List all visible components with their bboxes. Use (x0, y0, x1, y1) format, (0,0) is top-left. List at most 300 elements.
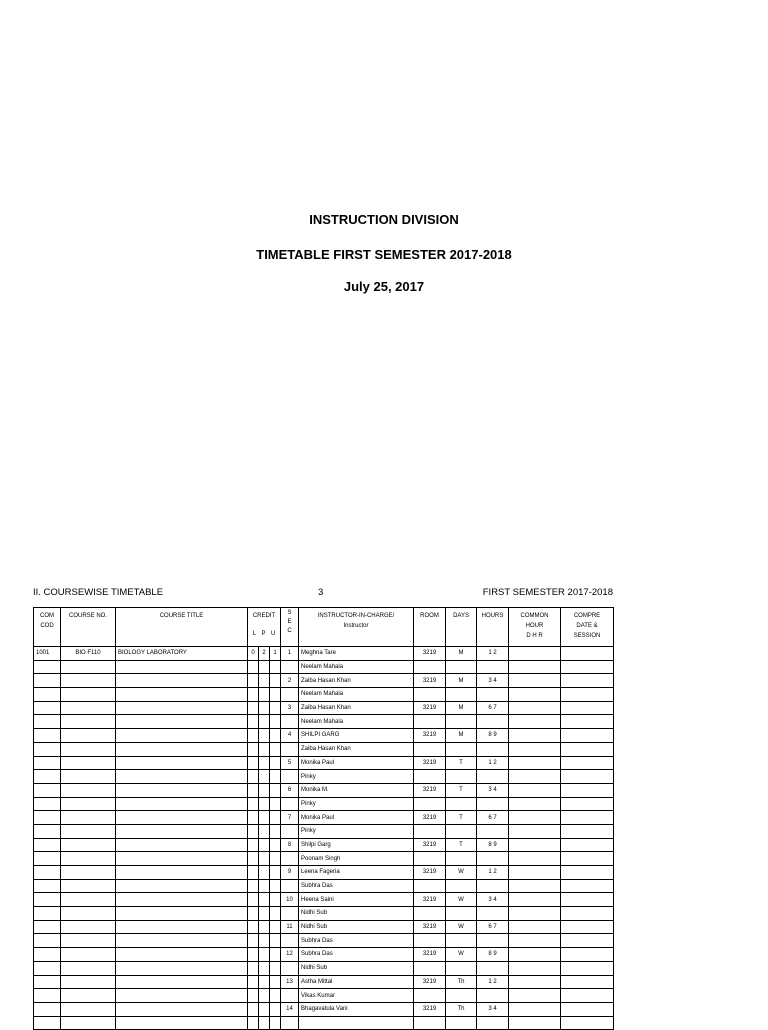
cell-course-title (116, 879, 248, 893)
cell-credit-p (259, 852, 270, 866)
cell-credit-u: 1 (270, 647, 281, 661)
cell-credit-u (270, 975, 281, 989)
col-instructor: INSTRUCTOR-IN-CHARGE/ Instructor (299, 608, 414, 647)
cell-days: M (446, 647, 477, 661)
cell-compre (561, 811, 614, 825)
cell-credit-u (270, 701, 281, 715)
cell-common-hour (509, 742, 561, 756)
cell-common-hour (509, 660, 561, 674)
cell-room: 3219 (414, 893, 446, 907)
cell-credit-u (270, 770, 281, 784)
cell-credit-u (270, 715, 281, 729)
cell-room (414, 660, 446, 674)
cell-credit-u (270, 729, 281, 743)
cell-days (446, 742, 477, 756)
cell-section (281, 715, 299, 729)
cell-compre (561, 824, 614, 838)
cell-credit-p (259, 824, 270, 838)
cell-room: 3219 (414, 920, 446, 934)
cell-credit-p (259, 674, 270, 688)
cell-hours: 1 2 (477, 647, 509, 661)
cell-section (281, 742, 299, 756)
cell-compre (561, 756, 614, 770)
cell-compre (561, 934, 614, 948)
cell-course-no (61, 824, 116, 838)
cell-hours (477, 770, 509, 784)
cell-course-no (61, 674, 116, 688)
cell-course-no (61, 811, 116, 825)
cell-room (414, 879, 446, 893)
cell-days: T (446, 756, 477, 770)
cell-common-hour (509, 688, 561, 702)
cell-room: 3219 (414, 647, 446, 661)
cell-room: 3219 (414, 1002, 446, 1016)
cell-course-title (116, 660, 248, 674)
cell-section (281, 688, 299, 702)
cell-common-hour (509, 961, 561, 975)
cell-room: 3219 (414, 756, 446, 770)
cell-instructor: Astha Mittal (299, 975, 414, 989)
cell-room (414, 770, 446, 784)
timetable (33, 607, 614, 1030)
cell-compre (561, 674, 614, 688)
cell-hours (477, 989, 509, 1003)
cell-hours: 6 7 (477, 920, 509, 934)
cell-course-no (61, 770, 116, 784)
table-row (34, 838, 614, 852)
cell-course-title (116, 838, 248, 852)
col-sec: S E C (281, 608, 299, 647)
cell-hours: 6 7 (477, 701, 509, 715)
table-row (34, 920, 614, 934)
cell-credit-l (248, 674, 259, 688)
cell-credit-l (248, 688, 259, 702)
cell-compre (561, 1016, 614, 1030)
cell-credit-p (259, 811, 270, 825)
cell-credit-l (248, 838, 259, 852)
cell-room: 3219 (414, 674, 446, 688)
cell-credit-l (248, 742, 259, 756)
doc-subtitle: TIMETABLE FIRST SEMESTER 2017-2018 (256, 247, 512, 262)
cell-instructor: Zaiba Hasan Khan (299, 701, 414, 715)
cell-credit-l (248, 975, 259, 989)
semester-label: FIRST SEMESTER 2017-2018 (482, 587, 613, 598)
cell-compre (561, 770, 614, 784)
cell-hours: 1 2 (477, 756, 509, 770)
cell-section: 14 (281, 1002, 299, 1016)
cell-hours: 1 2 (477, 866, 509, 880)
cell-section: 13 (281, 975, 299, 989)
cell-credit-u (270, 852, 281, 866)
cell-instructor: Shilpi Garg (299, 838, 414, 852)
cell-section (281, 660, 299, 674)
cell-course-no (61, 879, 116, 893)
cell-common-hour (509, 701, 561, 715)
cell-compre (561, 975, 614, 989)
cell-course-title (116, 907, 248, 921)
cell-course-title (116, 811, 248, 825)
cell-days: T (446, 783, 477, 797)
doc-date: July 25, 2017 (343, 279, 425, 294)
cell-com-cod (34, 770, 61, 784)
table-row (34, 975, 614, 989)
cell-credit-l (248, 756, 259, 770)
cell-days (446, 934, 477, 948)
cell-compre (561, 688, 614, 702)
cell-com-cod (34, 920, 61, 934)
cell-room (414, 852, 446, 866)
cell-room: 3219 (414, 701, 446, 715)
cell-compre (561, 742, 614, 756)
table-header-row (34, 608, 614, 647)
cell-com-cod (34, 1002, 61, 1016)
cell-credit-p (259, 866, 270, 880)
cell-credit-p (259, 770, 270, 784)
table-row (34, 948, 614, 962)
table-row (34, 1016, 614, 1030)
cell-days: M (446, 674, 477, 688)
cell-credit-u (270, 674, 281, 688)
cell-credit-l (248, 879, 259, 893)
cell-common-hour (509, 852, 561, 866)
cell-hours: 3 4 (477, 674, 509, 688)
cell-credit-u (270, 783, 281, 797)
table-row (34, 797, 614, 811)
cell-room: 3219 (414, 975, 446, 989)
cell-section: 10 (281, 893, 299, 907)
cell-hours (477, 852, 509, 866)
table-row (34, 647, 614, 661)
cell-instructor: Nidhi Sub (299, 961, 414, 975)
cell-instructor: Subhra Das (299, 879, 414, 893)
col-credit: CREDIT L P U (248, 608, 281, 647)
table-row (34, 824, 614, 838)
cell-compre (561, 838, 614, 852)
table-row (34, 742, 614, 756)
cell-com-cod (34, 866, 61, 880)
cell-course-no (61, 866, 116, 880)
cell-course-title (116, 797, 248, 811)
cell-days (446, 797, 477, 811)
doc-title: INSTRUCTION DIVISION (309, 212, 459, 227)
cell-room: 3219 (414, 948, 446, 962)
cell-com-cod (34, 893, 61, 907)
cell-room (414, 715, 446, 729)
cell-course-title (116, 961, 248, 975)
cell-credit-l (248, 783, 259, 797)
cell-credit-l (248, 797, 259, 811)
cell-days: T (446, 811, 477, 825)
cell-instructor: Pinky (299, 824, 414, 838)
cell-credit-l (248, 920, 259, 934)
cell-credit-l (248, 961, 259, 975)
table-row (34, 866, 614, 880)
cell-days (446, 688, 477, 702)
cell-com-cod (34, 948, 61, 962)
cell-instructor: Neelam Mahala (299, 715, 414, 729)
cell-hours: 8 9 (477, 838, 509, 852)
cell-credit-l (248, 1002, 259, 1016)
cell-days (446, 879, 477, 893)
cell-section: 9 (281, 866, 299, 880)
cell-instructor: Nidhi Sub (299, 907, 414, 921)
cell-credit-p (259, 688, 270, 702)
cell-credit-u (270, 824, 281, 838)
cell-common-hour (509, 866, 561, 880)
cell-com-cod (34, 660, 61, 674)
cell-common-hour (509, 838, 561, 852)
cell-credit-p (259, 742, 270, 756)
cell-common-hour (509, 879, 561, 893)
cell-instructor: Leena Fageria (299, 866, 414, 880)
cell-credit-p (259, 838, 270, 852)
cell-compre (561, 715, 614, 729)
cell-room (414, 989, 446, 1003)
cell-days (446, 715, 477, 729)
table-row (34, 701, 614, 715)
cell-days: M (446, 729, 477, 743)
cell-common-hour (509, 647, 561, 661)
cell-hours: 3 4 (477, 893, 509, 907)
cell-section (281, 907, 299, 921)
cell-com-cod: 1001 (34, 647, 61, 661)
cell-days (446, 660, 477, 674)
cell-course-title (116, 852, 248, 866)
cell-room (414, 824, 446, 838)
cell-room (414, 742, 446, 756)
cell-hours (477, 688, 509, 702)
cell-common-hour (509, 797, 561, 811)
cell-com-cod (34, 907, 61, 921)
cell-credit-l (248, 893, 259, 907)
cell-course-title (116, 1002, 248, 1016)
cell-course-no (61, 961, 116, 975)
cell-course-no (61, 920, 116, 934)
cell-credit-u (270, 907, 281, 921)
cell-course-no (61, 688, 116, 702)
cell-hours (477, 907, 509, 921)
cell-course-title (116, 934, 248, 948)
table-row (34, 688, 614, 702)
cell-common-hour (509, 770, 561, 784)
table-row (34, 660, 614, 674)
table-row (34, 770, 614, 784)
cell-days (446, 1016, 477, 1030)
cell-instructor: Subhra Das (299, 948, 414, 962)
cell-hours: 8 9 (477, 729, 509, 743)
cell-com-cod (34, 879, 61, 893)
cell-days: W (446, 893, 477, 907)
cell-days: Th (446, 1002, 477, 1016)
cell-credit-u (270, 948, 281, 962)
cell-course-title (116, 1016, 248, 1030)
cell-section: 4 (281, 729, 299, 743)
cell-instructor: Neelam Mahala (299, 660, 414, 674)
cell-section: 6 (281, 783, 299, 797)
cell-com-cod (34, 975, 61, 989)
cell-course-no (61, 934, 116, 948)
cell-hours (477, 742, 509, 756)
cell-course-no (61, 729, 116, 743)
cell-credit-p (259, 783, 270, 797)
cell-course-title (116, 948, 248, 962)
cell-course-title (116, 920, 248, 934)
cell-days (446, 824, 477, 838)
cell-course-title (116, 742, 248, 756)
cell-compre (561, 701, 614, 715)
cell-credit-l (248, 934, 259, 948)
cell-days: W (446, 948, 477, 962)
cell-credit-p (259, 797, 270, 811)
cell-days (446, 852, 477, 866)
cell-credit-u (270, 893, 281, 907)
cell-credit-u (270, 934, 281, 948)
col-common-hour: COMMON HOUR D H R (509, 608, 561, 647)
table-row (34, 961, 614, 975)
cell-credit-p (259, 701, 270, 715)
cell-com-cod (34, 729, 61, 743)
cell-days (446, 961, 477, 975)
cell-com-cod (34, 838, 61, 852)
cell-credit-l: 0 (248, 647, 259, 661)
cell-hours (477, 824, 509, 838)
cell-com-cod (34, 756, 61, 770)
cell-hours (477, 660, 509, 674)
cell-instructor: Neelam Mahala (299, 688, 414, 702)
cell-course-no (61, 989, 116, 1003)
cell-credit-p (259, 1002, 270, 1016)
table-row (34, 907, 614, 921)
cell-room: 3219 (414, 866, 446, 880)
cell-credit-u (270, 811, 281, 825)
cell-credit-l (248, 660, 259, 674)
cell-section: 5 (281, 756, 299, 770)
cell-credit-u (270, 989, 281, 1003)
cell-instructor (299, 1016, 414, 1030)
cell-compre (561, 729, 614, 743)
table-row (34, 811, 614, 825)
page-number: 3 (318, 587, 324, 598)
cell-room (414, 961, 446, 975)
cell-com-cod (34, 783, 61, 797)
cell-common-hour (509, 1002, 561, 1016)
cell-section: 2 (281, 674, 299, 688)
cell-credit-u (270, 961, 281, 975)
section-heading (33, 587, 613, 601)
col-hours: HOURS (477, 608, 509, 647)
cell-room: 3219 (414, 729, 446, 743)
table-row (34, 783, 614, 797)
cell-instructor: Poonam Singh (299, 852, 414, 866)
timetable-body (34, 647, 614, 1030)
cell-credit-p (259, 729, 270, 743)
cell-hours: 1 2 (477, 975, 509, 989)
cell-com-cod (34, 701, 61, 715)
cell-credit-p (259, 756, 270, 770)
cell-room: 3219 (414, 783, 446, 797)
cell-credit-p (259, 920, 270, 934)
cell-credit-u (270, 797, 281, 811)
cell-com-cod (34, 934, 61, 948)
cell-days (446, 770, 477, 784)
section-title: II. COURSEWISE TIMETABLE (33, 587, 164, 598)
cell-hours (477, 1016, 509, 1030)
cell-section (281, 770, 299, 784)
cell-section: 8 (281, 838, 299, 852)
cell-section (281, 1016, 299, 1030)
cell-section (281, 824, 299, 838)
table-row (34, 989, 614, 1003)
cell-room (414, 907, 446, 921)
cell-hours: 3 4 (477, 1002, 509, 1016)
cell-course-title (116, 824, 248, 838)
cell-credit-l (248, 715, 259, 729)
cell-com-cod (34, 961, 61, 975)
cell-course-no (61, 701, 116, 715)
cell-course-no (61, 756, 116, 770)
cell-compre (561, 907, 614, 921)
cell-credit-p (259, 961, 270, 975)
table-row (34, 1002, 614, 1016)
cell-credit-u (270, 1016, 281, 1030)
table-row (34, 934, 614, 948)
cell-credit-p (259, 1016, 270, 1030)
cell-compre (561, 797, 614, 811)
cell-compre (561, 961, 614, 975)
cell-credit-u (270, 920, 281, 934)
cell-days: W (446, 920, 477, 934)
cell-common-hour (509, 674, 561, 688)
cell-course-no (61, 742, 116, 756)
cell-course-no: BIO F110 (61, 647, 116, 661)
cell-section: 1 (281, 647, 299, 661)
cell-common-hour (509, 920, 561, 934)
cell-credit-p (259, 975, 270, 989)
cell-instructor: Nidhi Sub (299, 920, 414, 934)
cell-instructor: Pinky (299, 797, 414, 811)
cell-credit-l (248, 989, 259, 1003)
cell-credit-p (259, 893, 270, 907)
cell-com-cod (34, 852, 61, 866)
cell-common-hour (509, 934, 561, 948)
cell-course-title (116, 756, 248, 770)
cell-credit-p (259, 879, 270, 893)
cell-compre (561, 989, 614, 1003)
cell-com-cod (34, 688, 61, 702)
cell-credit-u (270, 1002, 281, 1016)
cell-compre (561, 893, 614, 907)
table-row (34, 756, 614, 770)
cell-credit-u (270, 688, 281, 702)
cell-compre (561, 660, 614, 674)
col-com-cod: COM COD (34, 608, 61, 647)
cell-course-title (116, 674, 248, 688)
cell-credit-u (270, 838, 281, 852)
cell-com-cod (34, 989, 61, 1003)
cell-section: 12 (281, 948, 299, 962)
cell-course-title (116, 975, 248, 989)
cell-credit-l (248, 948, 259, 962)
cell-days (446, 989, 477, 1003)
cell-instructor: Vikas Kumar (299, 989, 414, 1003)
table-row (34, 729, 614, 743)
cell-com-cod (34, 824, 61, 838)
cell-course-no (61, 660, 116, 674)
cell-hours: 8 9 (477, 948, 509, 962)
cell-common-hour (509, 1016, 561, 1030)
cell-days: W (446, 866, 477, 880)
cell-compre (561, 879, 614, 893)
